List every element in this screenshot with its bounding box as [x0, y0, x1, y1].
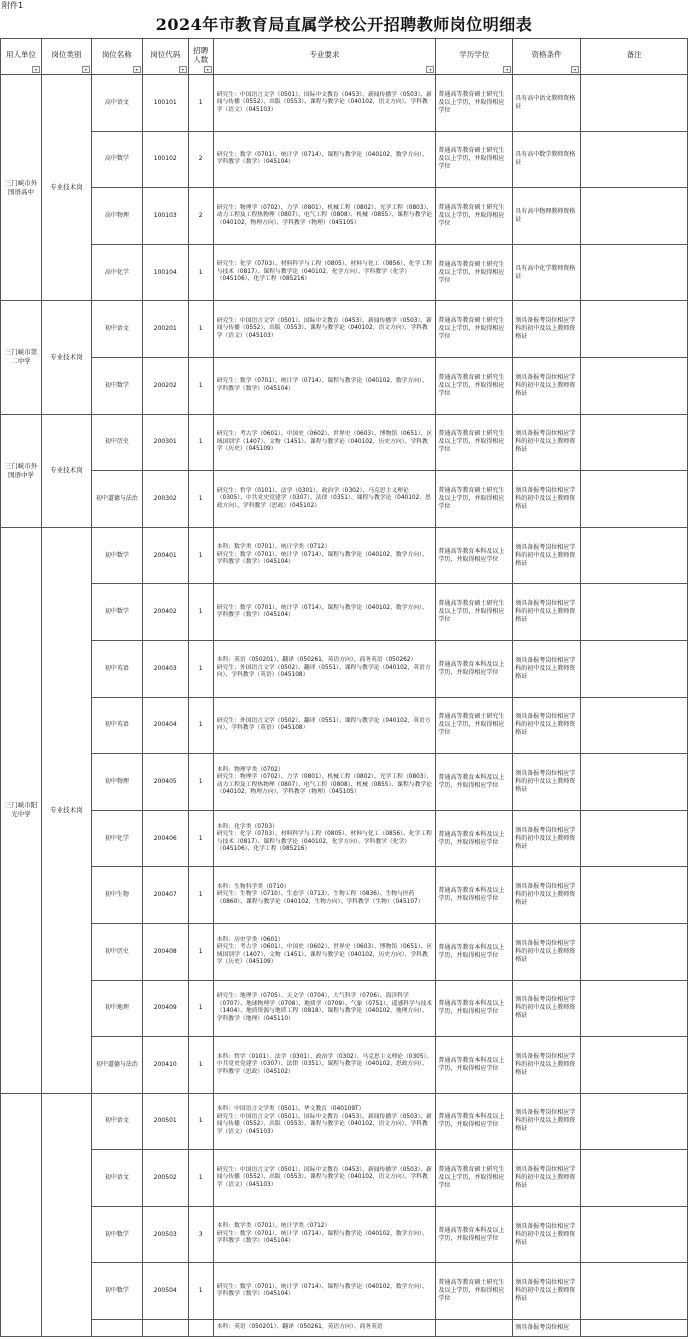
position-cell: 初中数学 [91, 1263, 142, 1320]
header-education[interactable]: 学历学位 ▾ [436, 39, 513, 75]
count-cell: 1 [188, 1150, 213, 1207]
code-cell: 100104 [142, 244, 188, 301]
education-cell: 普通高等教育本科及以上学历，并取得相应学位 [436, 923, 513, 980]
notes-cell [581, 1150, 688, 1207]
qualification-cell: 具有高中物理教师资格证 [513, 188, 581, 245]
table-row [1, 301, 688, 358]
qualification-cell: 具有高中化学教师资格证 [513, 244, 581, 301]
position-cell: 初中道德与法治 [91, 1037, 142, 1094]
filter-dropdown-icon[interactable]: ▾ [179, 66, 187, 73]
qualification-cell: 具有高中语文教师资格证 [513, 75, 581, 132]
position-cell: 初中道德与法治 [91, 471, 142, 528]
notes-cell [581, 357, 688, 414]
qualification-cell: 须具备报考岗位相应 [513, 1320, 581, 1337]
notes-cell [581, 697, 688, 754]
qualification-cell: 须具备报考岗位相应学科的初中及以上教师资格证 [513, 754, 581, 811]
count-cell [188, 1320, 213, 1337]
position-table [0, 38, 688, 1337]
position-cell: 初中英语 [91, 640, 142, 697]
unit-cell: 三门峡市第二中学 [1, 301, 42, 414]
count-cell: 1 [188, 1263, 213, 1320]
major-cell: 研究生：数学（0701）、统计学（0714）、课程与教学论（040102，数学方向）、学科教学（数学）（045104） [213, 357, 436, 414]
major-cell: 研究生：数学（0701）、统计学（0714）、课程与教学论（040102，数学方向）、学科教学（数学）（045104） [213, 131, 436, 188]
table-row [1, 584, 688, 641]
education-cell: 普通高等教育本科及以上学历，并取得相应学位 [436, 867, 513, 924]
code-cell: 200503 [142, 1206, 188, 1263]
major-cell: 研究生：化学（0703）、材料科学与工程（0805）、材料与化工（0856）、化学工程与技术（0817）、课程与教学论（040102，化学方向）、学科教学（化学）（045106）、化学工程（085216） [213, 244, 436, 301]
position-cell: 初中生物 [91, 867, 142, 924]
qualification-cell: 具有高中数学教师资格证 [513, 131, 581, 188]
header-count[interactable]: 招聘人数 ▾ [188, 39, 213, 75]
count-cell: 1 [188, 923, 213, 980]
education-cell: 普通高等教育硕士研究生及以上学历，并取得相应学位 [436, 131, 513, 188]
position-cell: 高中化学 [91, 244, 142, 301]
count-cell: 1 [188, 584, 213, 641]
table-row [1, 414, 688, 471]
position-cell: 初中语文 [91, 1150, 142, 1207]
code-cell: 200301 [142, 414, 188, 471]
filter-dropdown-icon[interactable]: ▾ [503, 66, 511, 73]
major-cell: 本科：哲学（0101）、法学（0301）、政治学（0302）、马克思主义理论（0305）、中共党史党建学（0307）、法律（0351）、课程与教学论（040102，思政方向）、学科教学（思政）（045102） [213, 1037, 436, 1094]
count-cell: 1 [188, 357, 213, 414]
header-code[interactable]: 岗位代码 ▾ [142, 39, 188, 75]
position-cell: 高中物理 [91, 188, 142, 245]
position-cell: 初中数学 [91, 1206, 142, 1263]
position-cell: 初中语文 [91, 301, 142, 358]
education-cell: 普通高等教育本科及以上学历，并取得相应学位 [436, 754, 513, 811]
education-cell: 普通高等教育硕士研究生及以上学历，并取得相应学位 [436, 244, 513, 301]
major-cell: 研究生：数学（0701）、统计学（0714）、课程与教学论（040102，数学方向）、学科教学（数学）（045104） [213, 584, 436, 641]
qualification-cell: 须具备报考岗位相应学科的初中及以上教师资格证 [513, 980, 581, 1037]
table-row [1, 867, 688, 924]
qualification-cell: 须具备报考岗位相应学科的初中及以上教师资格证 [513, 301, 581, 358]
position-cell [91, 1320, 142, 1337]
table-row [1, 75, 688, 132]
major-cell: 研究生：中国语言文学（0501）、国际中文教育（0453）、新闻传播学（0503）、新闻与传播（0552）、出版（0553）、课程与教学论（040102，语文方向）、学科教学（语文）（045103） [213, 301, 436, 358]
qualification-cell: 须具备报考岗位相应学科的初中及以上教师资格证 [513, 1150, 581, 1207]
table-row [1, 1150, 688, 1207]
education-cell: 普通高等教育硕士研究生及以上学历，并取得相应学位 [436, 414, 513, 471]
notes-cell [581, 923, 688, 980]
page-title: 2024年市教育局直属学校公开招聘教师岗位明细表 [155, 15, 533, 34]
notes-cell [581, 1206, 688, 1263]
table-row [1, 357, 688, 414]
category-cell: 专业技术岗 [41, 75, 91, 301]
education-cell: 普通高等教育硕士研究生及以上学历，并取得相应学位 [436, 188, 513, 245]
position-cell: 初中数学 [91, 357, 142, 414]
count-cell: 1 [188, 1037, 213, 1094]
education-cell: 普通高等教育硕士研究生及以上学历，并取得相应学位 [436, 471, 513, 528]
code-cell: 200410 [142, 1037, 188, 1094]
code-cell: 200404 [142, 697, 188, 754]
count-cell: 1 [188, 301, 213, 358]
qualification-cell: 须具备报考岗位相应学科的初中及以上教师资格证 [513, 527, 581, 584]
table-row [1, 1093, 688, 1150]
major-cell: 研究生：考古学（0601）、中国史（0602）、世界史（0603）、博物馆（0651）、区域国别学（1407）、文物（1451）、课程与教学论（040102，历史方向）、学科教学（历史）（045109） [213, 414, 436, 471]
count-cell: 1 [188, 640, 213, 697]
major-cell: 研究生：数学（0701）、统计学（0714）、课程与教学论（040102，数学方向）、学科教学（数学）（045104） [213, 1263, 436, 1320]
table-row [1, 697, 688, 754]
notes-cell [581, 471, 688, 528]
code-cell: 200401 [142, 527, 188, 584]
count-cell: 1 [188, 414, 213, 471]
notes-cell [581, 188, 688, 245]
code-cell: 200408 [142, 923, 188, 980]
notes-cell [581, 1320, 688, 1337]
code-cell: 200504 [142, 1263, 188, 1320]
code-cell: 200402 [142, 584, 188, 641]
unit-cell [1, 1093, 42, 1336]
table-row [1, 1037, 688, 1094]
education-cell: 普通高等教育硕士研究生及以上学历，并取得相应学位 [436, 301, 513, 358]
qualification-cell: 须具备报考岗位相应学科的初中及以上教师资格证 [513, 640, 581, 697]
code-cell: 200201 [142, 301, 188, 358]
table-row [1, 1206, 688, 1263]
code-cell: 100103 [142, 188, 188, 245]
qualification-cell: 须具备报考岗位相应学科的初中及以上教师资格证 [513, 414, 581, 471]
code-cell: 200406 [142, 810, 188, 867]
count-cell: 1 [188, 867, 213, 924]
table-row [1, 527, 688, 584]
position-cell: 初中数学 [91, 584, 142, 641]
category-cell: 专业技术岗 [41, 301, 91, 414]
count-cell: 1 [188, 754, 213, 811]
code-cell: 100101 [142, 75, 188, 132]
education-cell: 普通高等教育本科及以上学历，并取得相应学位 [436, 527, 513, 584]
notes-cell [581, 1263, 688, 1320]
notes-cell [581, 980, 688, 1037]
major-cell: 本科：数学类（0701）、统计学类（0712） 研究生：数学（0701）、统计学（0714）、课程与教学论（040102，数学方向）、学科教学（数学）（045104） [213, 527, 436, 584]
major-cell: 本科：物理学类（0702） 研究生：物理学（0702）、力学（0801）、机械工程（0802）、光学工程（0803）、动力工程及工程热物理（0807）、电气工程（0808）、机械（0855）、课程与教学论（040102，物理方向）、学科教学（物理）（045105） [213, 754, 436, 811]
qualification-cell: 须具备报考岗位相应学科的初中及以上教师资格证 [513, 1206, 581, 1263]
category-cell [41, 1093, 91, 1336]
position-cell: 初中历史 [91, 414, 142, 471]
notes-cell [581, 1037, 688, 1094]
major-cell: 研究生：哲学（0101）、法学（0301）、政治学（0302）、马克思主义理论（0305）、中共党史党建学（0307）、法律（0351）、课程与教学论（040102，思政方向）、学科教学（思政）（045102） [213, 471, 436, 528]
header-position[interactable]: 岗位名称 ▾ [91, 39, 142, 75]
table-row [1, 131, 688, 188]
position-cell: 初中化学 [91, 810, 142, 867]
notes-cell [581, 301, 688, 358]
code-cell: 200403 [142, 640, 188, 697]
code-cell: 200405 [142, 754, 188, 811]
table-row [1, 754, 688, 811]
code-cell: 200407 [142, 867, 188, 924]
filter-dropdown-icon[interactable]: ▾ [32, 66, 40, 73]
code-cell: 200502 [142, 1150, 188, 1207]
education-cell: 普通高等教育硕士研究生及以上学历，并取得相应学位 [436, 357, 513, 414]
code-cell: 200501 [142, 1093, 188, 1150]
table-row [1, 980, 688, 1037]
position-cell: 初中英语 [91, 697, 142, 754]
education-cell: 普通高等教育本科及以上学历，并取得相应学位 [436, 1206, 513, 1263]
filter-dropdown-icon[interactable]: ▾ [133, 66, 141, 73]
table-row [1, 923, 688, 980]
qualification-cell: 须具备报考岗位相应学科的初中及以上教师资格证 [513, 810, 581, 867]
qualification-cell: 须具备报考岗位相应学科的初中及以上教师资格证 [513, 867, 581, 924]
notes-cell [581, 867, 688, 924]
major-cell: 研究生：中国语言文学（0501）、国际中文教育（0453）、新闻传播学（0503）、新闻与传播（0552）、出版（0553）、课程与教学论（040102，语文方向）、学科教学（语文）（045103） [213, 75, 436, 132]
major-cell: 研究生：中国语言文学（0501）、国际中文教育（0453）、新闻传播学（0503）、新闻与传播（0552）、出版（0553）、课程与教学论（040102，语文方向）、学科教学（语文）（045103） [213, 1150, 436, 1207]
count-cell: 1 [188, 980, 213, 1037]
filter-dropdown-icon[interactable]: ▾ [82, 66, 90, 73]
notes-cell [581, 810, 688, 867]
filter-dropdown-icon[interactable]: ▾ [426, 66, 434, 73]
category-cell: 专业技术岗 [41, 414, 91, 527]
table-row [1, 1263, 688, 1320]
notes-cell [581, 527, 688, 584]
notes-cell [581, 754, 688, 811]
notes-cell [581, 640, 688, 697]
table-row [1, 244, 688, 301]
code-cell [142, 1320, 188, 1337]
major-cell: 研究生：外国语言文学（0502）、翻译（0551）、课程与教学论（040102，英语方向）、学科教学（英语）（045108） [213, 697, 436, 754]
education-cell [436, 1320, 513, 1337]
major-cell: 研究生：物理学（0702）、力学（0801）、机械工程（0802）、光学工程（0803）、动力工程及工程热物理（0807）、电气工程（0808）、机械（0855）、课程与教学论（040102，物理方向）、学科教学（物理）（045105） [213, 188, 436, 245]
table-row [1, 188, 688, 245]
education-cell: 普通高等教育本科及以上学历，并取得相应学位 [436, 810, 513, 867]
code-cell: 200302 [142, 471, 188, 528]
category-cell: 专业技术岗 [41, 527, 91, 1093]
unit-cell: 三门峡市外国语高中 [1, 75, 42, 301]
count-cell: 2 [188, 131, 213, 188]
major-cell: 本科：生物科学类（0710） 研究生：生物学（0710）、生态学（0713）、生物工程（0836）、生物与医药（0860）、课程与教学论（040102，生物方向）、学科教学（生物）（045107） [213, 867, 436, 924]
position-cell: 初中数学 [91, 527, 142, 584]
header-unit[interactable]: 用人单位 ▾ [1, 39, 42, 75]
education-cell: 普通高等教育硕士研究生及以上学历，并取得相应学位 [436, 75, 513, 132]
position-cell: 初中物理 [91, 754, 142, 811]
major-cell: 本科：历史学类（0601） 研究生：考古学（0601）、中国史（0602）、世界史（0603）、博物馆（0651）、区域国别学（1407）、文物（1451）、课程与教学论（040102，历史方向）、学科教学（历史）（045109） [213, 923, 436, 980]
count-cell: 3 [188, 1206, 213, 1263]
education-cell: 普通高等教育硕士研究生及以上学历，并取得相应学位 [436, 697, 513, 754]
count-cell: 1 [188, 527, 213, 584]
header-category[interactable]: 岗位类别 ▾ [41, 39, 91, 75]
education-cell: 普通高等教育本科及以上学历，并取得相应学位 [436, 1093, 513, 1150]
unit-cell: 三门峡市阳光中学 [1, 527, 42, 1093]
education-cell: 普通高等教育本科及以上学历，并取得相应学位 [436, 980, 513, 1037]
code-cell: 100102 [142, 131, 188, 188]
code-cell: 200202 [142, 357, 188, 414]
qualification-cell: 须具备报考岗位相应学科的初中及以上教师资格证 [513, 697, 581, 754]
major-cell: 本科：数学类（0701）、统计学类（0712） 研究生：数学（0701）、统计学（0714）、课程与教学论（040102，数学方向）、学科教学（数学）（045104） [213, 1206, 436, 1263]
table-row [1, 471, 688, 528]
unit-cell: 三门峡市外国语中学 [1, 414, 42, 527]
header-row [1, 39, 688, 75]
count-cell: 1 [188, 244, 213, 301]
education-cell: 普通高等教育硕士研究生及以上学历，并取得相应学位 [436, 584, 513, 641]
qualification-cell: 须具备报考岗位相应学科的初中及以上教师资格证 [513, 584, 581, 641]
table-row [1, 1320, 688, 1337]
position-cell: 初中语文 [91, 1093, 142, 1150]
table-row [1, 810, 688, 867]
notes-cell [581, 414, 688, 471]
header-qualification[interactable]: 资格条件 ▾ [513, 39, 581, 75]
notes-cell [581, 131, 688, 188]
qualification-cell: 须具备报考岗位相应学科的初中及以上教师资格证 [513, 1093, 581, 1150]
attachment-label: 附件1 [2, 1, 24, 10]
notes-cell [581, 1093, 688, 1150]
major-cell: 本科：英语（050201）、翻译（050261，英语方向）、商务英语（050262） 研究生：外国语言文学（0502）、翻译（0551）、课程与教学论（040102，英语方向）、学科教学（英语）（045108） [213, 640, 436, 697]
code-cell: 200409 [142, 980, 188, 1037]
education-cell: 普通高等教育本科及以上学历，并取得相应学位 [436, 1037, 513, 1094]
position-cell: 高中数学 [91, 131, 142, 188]
count-cell: 1 [188, 471, 213, 528]
count-cell: 1 [188, 697, 213, 754]
count-cell: 1 [188, 75, 213, 132]
education-cell: 普通高等教育硕士研究生及以上学历，并取得相应学位 [436, 1150, 513, 1207]
count-cell: 2 [188, 188, 213, 245]
major-cell: 研究生：地理学（0705）、天文学（0704）、大气科学（0706）、海洋科学（0707）、地球物理学（0708）、地质学（0709）、气象（0751）、遥感科学与技术（1404）、地质资源与地质工程（0818）、课程与教学论（040102，地理方向）、学科教学（地理）（045110） [213, 980, 436, 1037]
qualification-cell: 须具备报考岗位相应学科的初中及以上教师资格证 [513, 471, 581, 528]
major-cell: 本科：化学类（0703） 研究生：化学（0703）、材料科学与工程（0805）、材料与化工（0856）、化学工程与技术（0817）、课程与教学论（040102，化学方向）、学科教学（化学）（045106）、化学工程（085216） [213, 810, 436, 867]
education-cell: 普通高等教育本科及以上学历，并取得相应学位 [436, 640, 513, 697]
qualification-cell: 须具备报考岗位相应学科的初中及以上教师资格证 [513, 923, 581, 980]
table-row [1, 640, 688, 697]
position-cell: 高中语文 [91, 75, 142, 132]
header-notes[interactable]: 备注 [581, 39, 688, 75]
count-cell: 1 [188, 810, 213, 867]
position-cell: 初中历史 [91, 923, 142, 980]
filter-dropdown-icon[interactable]: ▾ [204, 66, 212, 73]
notes-cell [581, 75, 688, 132]
count-cell: 1 [188, 1093, 213, 1150]
qualification-cell: 须具备报考岗位相应学科的初中及以上教师资格证 [513, 1037, 581, 1094]
education-cell: 普通高等教育硕士研究生及以上学历，并取得相应学位 [436, 1263, 513, 1320]
position-cell: 初中地理 [91, 980, 142, 1037]
qualification-cell: 须具备报考岗位相应学科的初中及以上教师资格证 [513, 357, 581, 414]
notes-cell [581, 584, 688, 641]
notes-cell [581, 244, 688, 301]
filter-dropdown-icon[interactable]: ▾ [571, 66, 579, 73]
qualification-cell: 须具备报考岗位相应学科的初中及以上教师资格证 [513, 1263, 581, 1320]
header-major[interactable]: 专业要求 ▾ [213, 39, 436, 75]
major-cell: 本科：中国语言文学类（0501）、华文教育（040109T） 研究生：中国语言文学（0501）、国际中文教育（0453）、新闻传播学（0503）、新闻与传播（0552）、出版（0553）、课程与教学论（040102，语文方向）、学科教学（语文）（045103） [213, 1093, 436, 1150]
major-cell: 本科：英语（050201）、翻译（050261，英语方向）、商务英语 [213, 1320, 436, 1337]
